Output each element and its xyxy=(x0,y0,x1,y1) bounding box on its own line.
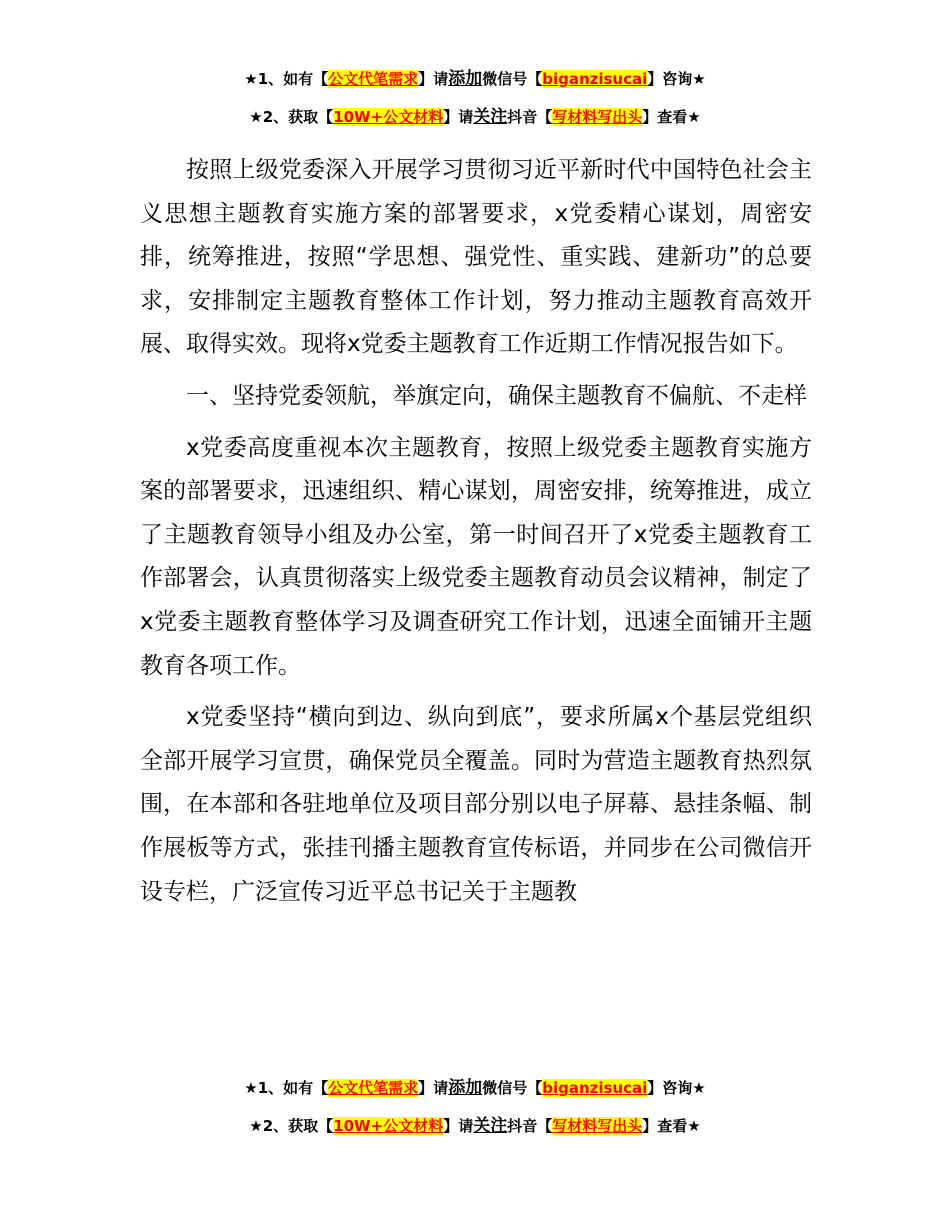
banner-text: 】咨询★ xyxy=(647,1079,706,1097)
body-paragraph: x党委高度重视本次主题教育，按照上级党委主题教育实施方案的部署要求，迅速组织、精心谋划，周密安排，统筹推进，成立了主题教育领导小组及办公室，第一时间召开了x党委主题教育工作部署会，认真贯彻落实上级党委主题教育动员会议精神，制定了x党委主题教育整体学习及调查研究工作计划，迅速全面铺开主题教育各项工作。 xyxy=(140,434,812,679)
document-body xyxy=(140,149,812,922)
banner-highlight: 公文代笔需求 xyxy=(328,1079,419,1097)
banner-highlight: 写材料写出头 xyxy=(552,108,643,126)
banner-underlined: 关注 xyxy=(473,1116,508,1136)
header-banner-line-1 xyxy=(0,69,950,89)
banner-text: 微信号【 xyxy=(482,70,543,88)
banner-highlight: 公文代笔需求 xyxy=(328,70,419,88)
banner-text: 】请 xyxy=(443,1117,474,1135)
banner-text: 】查看★ xyxy=(642,1117,701,1135)
body-paragraph: 按照上级党委深入开展学习贯彻习近平新时代中国特色社会主义思想主题教育实施方案的部署要求，x党委精心谋划，周密安排，统筹推进，按照“学思想、强党性、重实践、建新功”的总要求，安排制定主题教育整体工作计划，努力推动主题教育高效开展、取得实效。现将x党委主题教育工作近期工作情况报告如下。 xyxy=(140,157,812,358)
banner-highlight: 10W+公文材料 xyxy=(333,108,444,126)
footer-banner-line-1 xyxy=(0,1078,950,1098)
banner-text: ★1、如有【 xyxy=(244,1079,329,1097)
banner-text: 】查看★ xyxy=(642,108,701,126)
banner-underlined: 添加 xyxy=(448,69,483,89)
banner-text: 】咨询★ xyxy=(647,70,706,88)
banner-text: 】请 xyxy=(418,70,449,88)
banner-text: 抖音【 xyxy=(507,1117,553,1135)
banner-text: 】请 xyxy=(418,1079,449,1097)
banner-text: 抖音【 xyxy=(507,108,553,126)
body-paragraph: x党委坚持“横向到边、纵向到底”，要求所属x个基层党组织全部开展学习宣贯，确保党员全覆盖。同时为营造主题教育热烈氛围，在本部和各驻地单位及项目部分别以电子屏幕、悬挂条幅、制作展板等方式，张挂刊播主题教育宣传标语，并同步在公司微信开设专栏，广泛宣传习近平总书记关于主题教 xyxy=(140,704,812,905)
header-banner-line-2 xyxy=(0,107,950,127)
footer-banner-line-2 xyxy=(0,1116,950,1136)
banner-highlight: 写材料写出头 xyxy=(552,1117,643,1135)
banner-text: ★1、如有【 xyxy=(244,70,329,88)
banner-underlined: 关注 xyxy=(473,107,508,127)
banner-highlight: biganzisucai xyxy=(542,1079,648,1097)
banner-text: ★2、获取【 xyxy=(249,108,334,126)
banner-highlight: biganzisucai xyxy=(542,70,648,88)
banner-highlight: 10W+公文材料 xyxy=(333,1117,444,1135)
section-heading: 一、坚持党委领航，举旗定向，确保主题教育不偏航、不走样 xyxy=(186,382,807,409)
banner-text: 微信号【 xyxy=(482,1079,543,1097)
banner-underlined: 添加 xyxy=(448,1078,483,1098)
banner-text: 】请 xyxy=(443,108,474,126)
banner-text: ★2、获取【 xyxy=(249,1117,334,1135)
